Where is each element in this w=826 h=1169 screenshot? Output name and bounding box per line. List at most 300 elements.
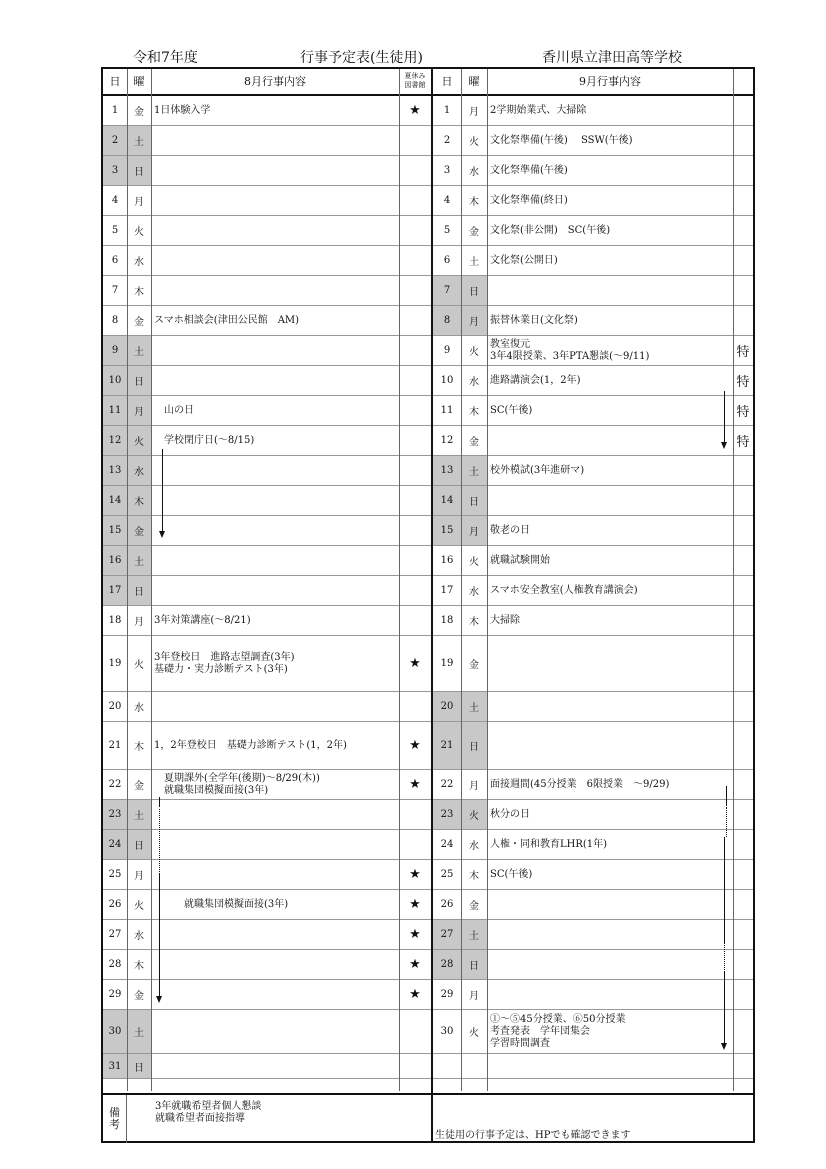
sep-day-cell: 19 — [440, 658, 454, 669]
aug-day-cell: 25 — [108, 869, 122, 880]
sep-day-cell: 1 — [443, 105, 451, 116]
sep-weekday-cell: 土 — [469, 257, 479, 268]
aug-weekday-cell: 日 — [127, 576, 151, 605]
sep-day-cell: 17 — [440, 585, 454, 596]
aug-weekday-cell: 木 — [127, 486, 151, 515]
aug-mark-cell: ★ — [409, 777, 421, 792]
aug-weekday-cell: 日 — [127, 830, 151, 859]
aug-weekday-cell: 日 — [127, 156, 151, 185]
table-row — [103, 336, 753, 366]
aug-mark-cell — [399, 126, 431, 155]
aug-event-cell — [151, 336, 399, 365]
aug-weekday-cell: 火 — [134, 227, 144, 238]
sep-day-cell: 2 — [443, 135, 451, 146]
aug-event-cell — [151, 186, 399, 215]
aug-day-cell: 20 — [108, 701, 122, 712]
month-divider — [431, 69, 433, 1141]
aug-weekday-cell: 金 — [134, 317, 144, 328]
aug-weekday-cell: 土 — [127, 336, 151, 365]
aug-day-cell: 7 — [111, 285, 119, 296]
aug-day-cell: 17 — [103, 576, 127, 605]
sep-event-cell: 教室復元 3年4限授業、3年PTA懇談(〜9/11) — [490, 338, 650, 362]
sep-content-header: 9月行事内容 — [579, 75, 641, 88]
sep-weekday-cell: 水 — [469, 841, 479, 852]
aug-content-header: 8月行事内容 — [244, 75, 306, 88]
sep-mark-cell — [733, 606, 753, 635]
sep-mark-cell — [733, 306, 753, 335]
sep-weekday-cell: 火 — [469, 137, 479, 148]
sep-day-cell: 18 — [440, 615, 454, 626]
sep-weekday-cell: 日 — [461, 950, 487, 979]
sep-day-cell: 14 — [433, 486, 461, 515]
aug-day-cell: 15 — [103, 516, 127, 545]
sep-day-cell: 15 — [433, 516, 461, 545]
aug-mark-cell — [399, 546, 431, 575]
aug-day-cell: 12 — [103, 426, 127, 455]
aug-event-cell — [151, 516, 399, 545]
period-arrow — [159, 797, 160, 807]
aug-day-cell: 1 — [111, 105, 119, 116]
aug-day-cell: 3 — [103, 156, 127, 185]
aug-mark-cell: ★ — [409, 957, 421, 972]
aug-mark-cell — [399, 186, 431, 215]
aug-weekday-cell: 木 — [134, 961, 144, 972]
aug-day-cell: 22 — [108, 779, 122, 790]
aug-day-cell: 5 — [111, 225, 119, 236]
aug-mark-cell: ★ — [409, 927, 421, 942]
aug-event-cell: 学校閉庁日(〜8/15) — [154, 434, 255, 446]
table-row — [103, 306, 753, 336]
remarks-right-text: 生徒用の行事予定は、HPでも確認できます — [435, 1130, 631, 1141]
aug-weekday-cell: 木 — [134, 742, 144, 753]
sep-mark-cell — [733, 980, 753, 1009]
aug-day-cell: 8 — [111, 315, 119, 326]
sep-event-cell: 人権・同和教育LHR(1年) — [490, 838, 608, 850]
table-row — [103, 576, 753, 606]
sep-event-cell: 就職試験開始 — [490, 554, 550, 566]
table-header — [103, 69, 753, 96]
sep-event-cell: 振替休業日(文化祭) — [490, 314, 578, 326]
aug-day-cell: 24 — [103, 830, 127, 859]
aug-event-cell — [151, 800, 399, 829]
sep-event-cell: 進路講演会(1，2年) — [490, 374, 581, 386]
sep-day-cell: 10 — [440, 375, 454, 386]
sep-mark-cell — [733, 516, 753, 545]
sep-weekday-cell: 水 — [469, 167, 479, 178]
sep-weekday-cell: 金 — [469, 227, 479, 238]
aug-day-cell: 23 — [103, 800, 127, 829]
aug-weekday-cell: 火 — [134, 660, 144, 671]
aug-day-cell: 26 — [108, 899, 122, 910]
table-row — [103, 770, 753, 800]
table-row — [103, 800, 753, 830]
sep-day-cell — [433, 1054, 461, 1078]
sep-event-cell: ①〜⑤45分授業、⑥50分授業 考査発表 学年団集会 学習時間調査 — [490, 1013, 626, 1049]
aug-day-cell: 9 — [103, 336, 127, 365]
aug-weekday-cell: 土 — [127, 800, 151, 829]
sep-mark-cell — [733, 860, 753, 889]
sep-mark-cell — [733, 186, 753, 215]
table-row — [103, 1010, 753, 1054]
aug-mark-cell — [399, 800, 431, 829]
aug-day-cell: 10 — [103, 366, 127, 395]
sep-event-cell: 文化祭(非公開) SC(午後) — [490, 224, 611, 236]
sep-mark-cell — [733, 722, 753, 769]
aug-mark-cell: ★ — [409, 656, 421, 671]
aug-event-cell — [151, 860, 399, 889]
sep-weekday-cell: 日 — [461, 276, 487, 305]
table-row — [103, 486, 753, 516]
aug-weekday-cell: 日 — [127, 366, 151, 395]
sep-event-cell: 敬老の日 — [490, 524, 530, 536]
sep-day-cell: 27 — [433, 920, 461, 949]
sep-mark-cell: 特 — [736, 345, 750, 360]
sep-event-cell — [487, 950, 733, 979]
aug-weekday-cell: 月 — [127, 396, 151, 425]
sep-mark-cell — [733, 920, 753, 949]
sep-mark-cell — [733, 800, 753, 829]
aug-event-cell — [151, 126, 399, 155]
sep-day-header: 日 — [441, 75, 453, 88]
sep-event-cell: 大掃除 — [490, 614, 520, 626]
aug-day-cell: 14 — [103, 486, 127, 515]
aug-day-header: 日 — [109, 75, 121, 88]
aug-mark-cell — [399, 216, 431, 245]
aug-mark-cell — [399, 456, 431, 485]
period-arrow — [724, 391, 725, 447]
aug-event-cell — [151, 546, 399, 575]
aug-mark-cell — [399, 276, 431, 305]
aug-mark-cell: ★ — [409, 103, 421, 118]
aug-event-cell — [151, 366, 399, 395]
period-arrow — [162, 449, 163, 536]
aug-day-cell: 19 — [108, 658, 122, 669]
table-row — [103, 216, 753, 246]
sep-day-cell: 30 — [440, 1026, 454, 1037]
aug-day-cell: 31 — [103, 1054, 127, 1078]
aug-day-cell: 2 — [103, 126, 127, 155]
aug-weekday-cell: 金 — [127, 516, 151, 545]
aug-weekday-cell: 土 — [127, 1010, 151, 1053]
sep-weekday-cell: 金 — [469, 437, 479, 448]
sep-event-cell: 2学期始業式、大掃除 — [490, 104, 587, 116]
sep-event-cell: 秋分の日 — [490, 808, 530, 820]
table-row — [103, 692, 753, 722]
aug-event-cell: 3年対策講座(〜8/21) — [154, 614, 251, 626]
remarks-left-text: 3年就職希望者個人懇談 就職希望者面接指導 — [155, 1101, 262, 1124]
aug-weekday-cell: 金 — [134, 781, 144, 792]
sep-event-cell — [487, 722, 733, 769]
sep-weekday-cell — [461, 1054, 487, 1078]
aug-event-cell: 就職集団模擬面接(3年) — [154, 898, 289, 910]
table-row — [103, 276, 753, 306]
sep-weekday-cell: 木 — [469, 407, 479, 418]
period-arrow — [726, 786, 727, 806]
aug-mark-cell — [399, 366, 431, 395]
aug-weekday-cell: 水 — [127, 456, 151, 485]
aug-day-cell: 21 — [108, 740, 122, 751]
aug-mark-cell: ★ — [409, 987, 421, 1002]
aug-mark-cell: ★ — [409, 897, 421, 912]
sep-event-cell: スマホ安全教室(人権教育講演会) — [490, 584, 638, 596]
sep-event-cell: 文化祭準備(終日) — [490, 194, 568, 206]
sep-weekday-cell: 金 — [469, 660, 479, 671]
sep-day-cell: 5 — [443, 225, 451, 236]
library-header: 夏休み 図書館 — [404, 72, 426, 89]
aug-event-cell: 1日体験入学 — [154, 104, 211, 116]
aug-weekday-cell: 日 — [127, 1054, 151, 1078]
aug-weekday-cell: 水 — [134, 703, 144, 714]
aug-event-cell — [151, 1054, 399, 1078]
aug-event-cell: 山の日 — [154, 404, 194, 416]
table-row — [103, 546, 753, 576]
aug-event-cell — [151, 276, 399, 305]
sep-mark-cell: 特 — [736, 375, 750, 390]
aug-event-cell — [151, 456, 399, 485]
sep-mark-cell — [733, 546, 753, 575]
sep-mark-cell — [733, 216, 753, 245]
sep-weekday-cell: 火 — [461, 800, 487, 829]
aug-weekday-cell: 火 — [127, 426, 151, 455]
aug-mark-cell — [399, 606, 431, 635]
schedule-table — [101, 67, 755, 1143]
sep-mark-cell — [733, 890, 753, 919]
table-row — [103, 1054, 753, 1079]
sep-weekday-cell: 木 — [469, 871, 479, 882]
sep-mark-cell — [733, 96, 753, 125]
aug-event-cell — [151, 830, 399, 859]
grid-line — [461, 69, 462, 1091]
sep-day-cell: 7 — [433, 276, 461, 305]
period-arrow — [726, 807, 727, 837]
sep-day-cell: 12 — [440, 435, 454, 446]
sep-day-cell: 25 — [440, 869, 454, 880]
sep-weekday-cell: 日 — [461, 722, 487, 769]
sep-day-cell: 23 — [433, 800, 461, 829]
aug-event-cell — [151, 692, 399, 721]
sep-event-cell — [487, 980, 733, 1009]
sep-weekday-cell: 月 — [469, 991, 479, 1002]
period-arrow — [159, 809, 160, 874]
aug-mark-cell — [399, 396, 431, 425]
aug-mark-cell — [399, 576, 431, 605]
sep-weekday-cell: 日 — [461, 486, 487, 515]
table-row — [103, 920, 753, 950]
sep-event-cell — [487, 1054, 733, 1078]
table-row — [103, 606, 753, 636]
grid-line — [399, 69, 400, 1091]
table-row — [103, 96, 753, 126]
sep-weekday-cell: 土 — [461, 692, 487, 721]
grid-line — [487, 69, 488, 1091]
aug-day-cell: 4 — [111, 195, 119, 206]
sep-mark-cell — [733, 950, 753, 979]
aug-day-cell: 28 — [108, 959, 122, 970]
table-row — [103, 722, 753, 770]
sep-event-cell: 面接週間(45分授業 6限授業 〜9/29) — [490, 778, 670, 790]
aug-weekday-cell: 土 — [127, 546, 151, 575]
sep-day-cell: 13 — [433, 456, 461, 485]
aug-mark-cell — [399, 246, 431, 275]
aug-weekday-cell: 金 — [134, 107, 144, 118]
aug-weekday-cell: 水 — [134, 257, 144, 268]
aug-event-cell: 1，2年登校日 基礎力診断テスト(1，2年) — [154, 739, 347, 751]
aug-day-cell: 18 — [108, 615, 122, 626]
aug-event-cell — [151, 980, 399, 1009]
aug-day-cell: 29 — [108, 989, 122, 1000]
table-row — [103, 830, 753, 860]
period-arrow — [724, 972, 725, 1048]
aug-mark-cell — [399, 426, 431, 455]
sep-weekday-cell: 火 — [469, 1028, 479, 1039]
sep-weekday-cell: 水 — [469, 587, 479, 598]
aug-weekday-cell: 火 — [134, 901, 144, 912]
sep-day-cell: 6 — [443, 255, 451, 266]
aug-day-cell: 13 — [103, 456, 127, 485]
table-row — [103, 950, 753, 980]
aug-day-cell: 16 — [103, 546, 127, 575]
table-row — [103, 186, 753, 216]
aug-mark-cell — [399, 306, 431, 335]
sep-weekday-cell: 火 — [469, 347, 479, 358]
sep-weekday-cell: 月 — [469, 781, 479, 792]
aug-event-cell — [151, 486, 399, 515]
sep-day-cell: 22 — [440, 779, 454, 790]
sep-day-cell: 20 — [433, 692, 461, 721]
sep-weekday-cell: 土 — [461, 456, 487, 485]
aug-event-cell — [151, 156, 399, 185]
table-row — [103, 426, 753, 456]
table-row — [103, 156, 753, 186]
sep-weekday-cell: 木 — [469, 617, 479, 628]
sep-day-cell: 26 — [440, 899, 454, 910]
sep-weekday-cell: 月 — [461, 306, 487, 335]
sep-mark-cell — [733, 246, 753, 275]
sep-event-cell: 文化祭(公開日) — [490, 254, 558, 266]
sep-weekday-cell: 火 — [469, 557, 479, 568]
aug-event-cell — [151, 950, 399, 979]
aug-mark-cell: ★ — [409, 867, 421, 882]
aug-mark-cell — [399, 692, 431, 721]
sep-event-cell: 校外模試(3年進研マ) — [490, 464, 585, 476]
sep-weekday-cell: 金 — [469, 901, 479, 912]
aug-mark-cell — [399, 516, 431, 545]
aug-event-cell — [151, 246, 399, 275]
sep-weekday-cell: 土 — [461, 920, 487, 949]
aug-mark-cell — [399, 830, 431, 859]
sep-event-cell: SC(午後) — [490, 404, 533, 416]
aug-mark-cell: ★ — [409, 738, 421, 753]
aug-weekday-cell: 土 — [127, 126, 151, 155]
remarks-section — [103, 1093, 753, 1143]
sep-event-cell — [487, 276, 733, 305]
sep-mark-cell — [733, 1010, 753, 1053]
table-row — [103, 396, 753, 426]
period-arrow — [724, 837, 725, 942]
table-row — [103, 636, 753, 692]
sep-mark-cell — [733, 770, 753, 799]
sep-mark-cell — [733, 456, 753, 485]
remarks-label: 備 考 — [103, 1095, 127, 1143]
aug-mark-cell — [399, 1054, 431, 1078]
sep-event-cell — [487, 692, 733, 721]
aug-event-cell — [151, 1010, 399, 1053]
sep-weekday-cell: 水 — [469, 377, 479, 388]
table-row — [103, 890, 753, 920]
sep-event-cell — [487, 920, 733, 949]
table-row — [103, 366, 753, 396]
sep-day-cell: 9 — [443, 345, 451, 356]
sep-weekday-cell: 月 — [461, 516, 487, 545]
aug-mark-cell — [399, 336, 431, 365]
aug-event-cell — [151, 216, 399, 245]
sep-day-cell: 3 — [443, 165, 451, 176]
sep-event-cell — [487, 890, 733, 919]
sep-mark-cell — [733, 486, 753, 515]
aug-weekday-cell: 金 — [134, 991, 144, 1002]
school-name: 香川県立津田高等学校 — [542, 50, 682, 66]
aug-day-cell: 30 — [103, 1010, 127, 1053]
aug-event-cell: 3年登校日 進路志望調査(3年) 基礎力・実力診断テスト(3年) — [154, 651, 295, 675]
sep-day-cell: 11 — [440, 405, 454, 416]
aug-event-cell: 夏期課外(全学年(後期)〜8/29(木)) 就職集団模擬面接(3年) — [163, 772, 320, 796]
sep-event-cell — [487, 486, 733, 515]
aug-weekday-cell: 水 — [134, 931, 144, 942]
aug-weekday-cell: 月 — [134, 197, 144, 208]
sep-weekday-cell: 木 — [469, 197, 479, 208]
sep-mark-cell — [733, 1054, 753, 1078]
sep-day-cell: 21 — [433, 722, 461, 769]
sep-event-cell: SC(午後) — [490, 868, 533, 880]
sep-mark-cell — [733, 276, 753, 305]
period-arrow — [159, 874, 160, 1001]
sep-day-cell: 24 — [440, 839, 454, 850]
table-row — [103, 516, 753, 546]
sep-event-cell: 文化祭準備(午後) SSW(午後) — [490, 134, 633, 146]
aug-mark-cell — [399, 486, 431, 515]
sep-event-cell — [487, 636, 733, 691]
aug-day-cell: 27 — [108, 929, 122, 940]
sep-mark-cell — [733, 126, 753, 155]
sep-mark-cell — [733, 156, 753, 185]
period-arrow — [724, 942, 725, 972]
table-row — [103, 126, 753, 156]
sep-weekday-cell: 月 — [469, 107, 479, 118]
sep-mark-cell: 特 — [736, 435, 750, 450]
sep-day-cell: 28 — [433, 950, 461, 979]
sep-day-cell: 29 — [440, 989, 454, 1000]
sep-mark-cell — [733, 692, 753, 721]
sep-event-cell: 文化祭準備(午後) — [490, 164, 568, 176]
aug-event-cell: スマホ相談会(津田公民館 AM) — [154, 314, 300, 326]
sep-mark-cell: 特 — [736, 405, 750, 420]
grid-line — [151, 69, 152, 1091]
grid-line — [127, 69, 128, 1091]
sep-day-cell: 8 — [433, 306, 461, 335]
table-row — [103, 246, 753, 276]
era-label: 令和7年度 — [133, 50, 198, 66]
grid-line — [733, 69, 734, 1091]
sep-event-cell — [487, 426, 733, 455]
aug-weekday-cell: 月 — [134, 617, 144, 628]
table-row — [103, 860, 753, 890]
sep-day-cell: 4 — [443, 195, 451, 206]
aug-weekday-cell: 木 — [134, 287, 144, 298]
sep-mark-cell — [733, 830, 753, 859]
table-row — [103, 456, 753, 486]
aug-event-cell — [151, 576, 399, 605]
sep-mark-cell — [733, 576, 753, 605]
